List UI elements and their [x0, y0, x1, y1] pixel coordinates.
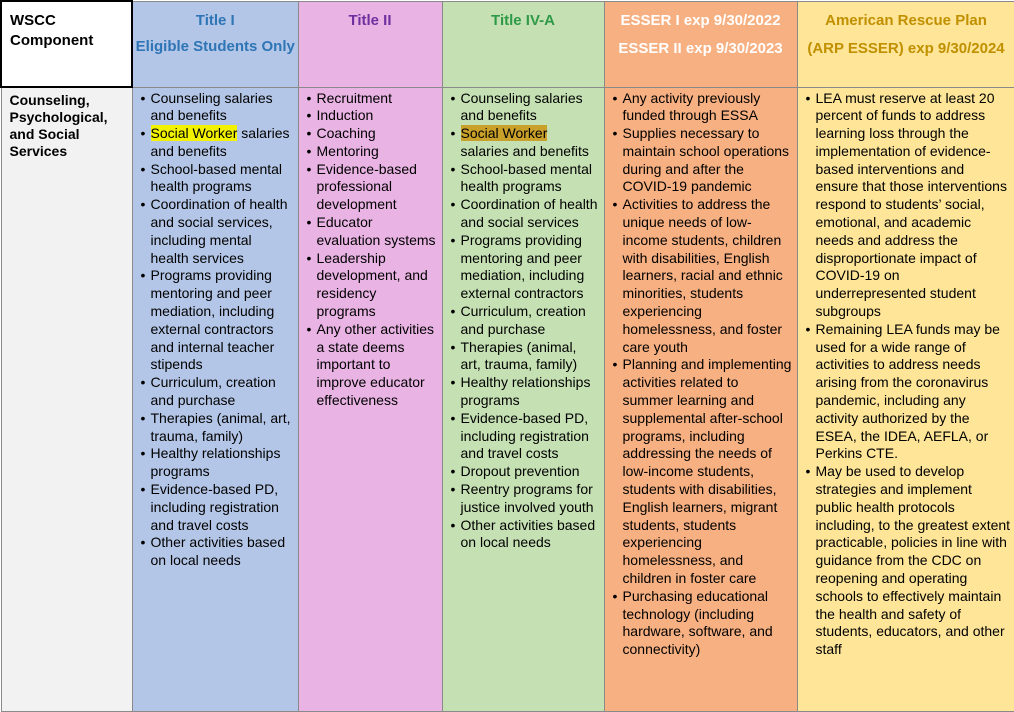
list-item: • Recruitment [306, 89, 392, 106]
header-title-1 [132, 1, 298, 87]
list-item: • Supplies necessary to maintain school operations during and after the COVID-19 pandemic [612, 125, 790, 195]
list-item: • Counseling salaries and benefits [450, 89, 583, 124]
row-label-cell [1, 87, 132, 712]
header-esser [604, 1, 797, 87]
list-item: • Reentry programs for justice involved youth [450, 481, 594, 515]
header-title-1-name: Title I [195, 11, 235, 29]
header-title-2-name: Title II [348, 11, 392, 29]
list-item: • Coaching [306, 125, 376, 142]
list-item: • Other activities based on local needs [450, 516, 596, 551]
esser-list [605, 88, 797, 660]
header-wscc-label: WSCC Component [10, 12, 94, 49]
header-row [1, 1, 1014, 87]
list-item: • Activities to address the unique needs of low-income students, children with disabilities, English learners, racial and ethnic minorities, students experiencing homelessness, and foster care youth [612, 196, 783, 355]
title-4a-list [443, 88, 604, 553]
list-item: • Induction [306, 107, 374, 124]
list-item: • Remaining LEA funds may be used for a wide range of activities to address needs arising from the coronavirus pandemic, including any activity authorized by the ESEA, the IDEA, AEFLA, or Perkins CTE. [805, 320, 1000, 462]
arp-esser-list [798, 88, 1014, 660]
list-item: • Any activity previously funded through ESSA [612, 89, 761, 124]
header-esser-1: ESSER I exp 9/30/2022 [620, 11, 781, 29]
list-item: • Other activities based on local needs [140, 534, 286, 569]
header-title-4a [442, 1, 604, 87]
title-1-list [133, 88, 298, 571]
list-item: • Social Worker salaries and benefits [450, 125, 589, 159]
list-item: • Evidence-based PD, including registration and travel costs [450, 409, 589, 462]
list-item: • Coordination of health and social services, including mental health services [140, 196, 288, 266]
list-item: • Curriculum, creation and purchase [140, 374, 276, 409]
list-item: • Educator evaluation systems [306, 214, 436, 248]
list-item: • School-based mental health programs [450, 160, 593, 195]
title-2-cell [298, 87, 442, 712]
title-4a-cell [442, 87, 604, 712]
list-item: • Planning and implementing activities related to summer learning and supplemental after-school programs, including addressing the needs of low-income students, students with disabilities, English learners, migrant students, students experiencing homelessness, and children in foster care [612, 356, 792, 587]
header-wscc-component [1, 1, 132, 87]
list-item: • Mentoring [306, 142, 379, 159]
title-1-cell [132, 87, 298, 712]
header-arp-expiry: (ARP ESSER) exp 9/30/2024 [807, 39, 1005, 57]
header-title-1-subtitle: Eligible Students Only [135, 37, 295, 55]
list-item: • Healthy relationships programs [140, 445, 281, 480]
list-item: • Therapies (animal, art, trauma, family) [450, 338, 578, 373]
list-item: • Counseling salaries and benefits [140, 89, 273, 124]
row-label: Counseling, Psychological, and Social Services [9, 92, 108, 159]
counseling-row [1, 87, 1014, 712]
list-item: • School-based mental health programs [140, 160, 283, 195]
list-item: • LEA must reserve at least 20 percent of funds to address learning loss through the implementation of evidence-based interventions and ensure that those interventions respond to students’ social, emotional, and academic needs and address the disproportionate impact of COVID-19 on underrepresented student subgroups [805, 89, 1007, 320]
list-item: • Evidence-based professional development [306, 160, 417, 213]
header-arp-name: American Rescue Plan [825, 11, 987, 29]
esser-cell [604, 87, 797, 712]
list-item: • Evidence-based PD, including registration and travel costs [140, 481, 279, 533]
list-item: • Purchasing educational technology (including hardware, software, and connectivity) [612, 587, 773, 658]
list-item: • Dropout prevention [450, 463, 580, 480]
title-2-list [299, 88, 442, 410]
header-arp-esser [797, 1, 1014, 87]
list-item: • Healthy relationships programs [450, 374, 591, 409]
header-esser-2: ESSER II exp 9/30/2023 [618, 39, 783, 57]
list-item: • Curriculum, creation and purchase [450, 303, 586, 337]
list-item: • Programs providing mentoring and peer mediation, including external contractors and internal teacher stipends [140, 267, 275, 373]
arp-esser-cell [797, 87, 1014, 712]
list-item: • May be used to develop strategies and implement public health protocols including, to the greatest extent practicable, policies in line with guidance from the CDC on reopening and operating schools to effectively maintain the health and safety of students, educators, and other staff [805, 463, 1011, 658]
header-title-2 [298, 1, 442, 87]
list-item: • Leadership development, and residency programs [306, 249, 428, 320]
list-item: • Therapies (animal, art, trauma, family) [140, 409, 291, 444]
highlight-social-worker: Social Worker [460, 125, 548, 142]
list-item: • Coordination of health and social services [450, 196, 598, 231]
list-item: • Social Worker salaries and benefits [140, 125, 290, 159]
header-title-4a-name: Title IV-A [491, 11, 555, 29]
highlight-social-worker: Social Worker [150, 125, 238, 142]
list-item: • Any other activities a state deems important to improve educator effectiveness [306, 320, 434, 409]
list-item: • Programs providing mentoring and peer mediation, including external contractors [450, 231, 585, 302]
